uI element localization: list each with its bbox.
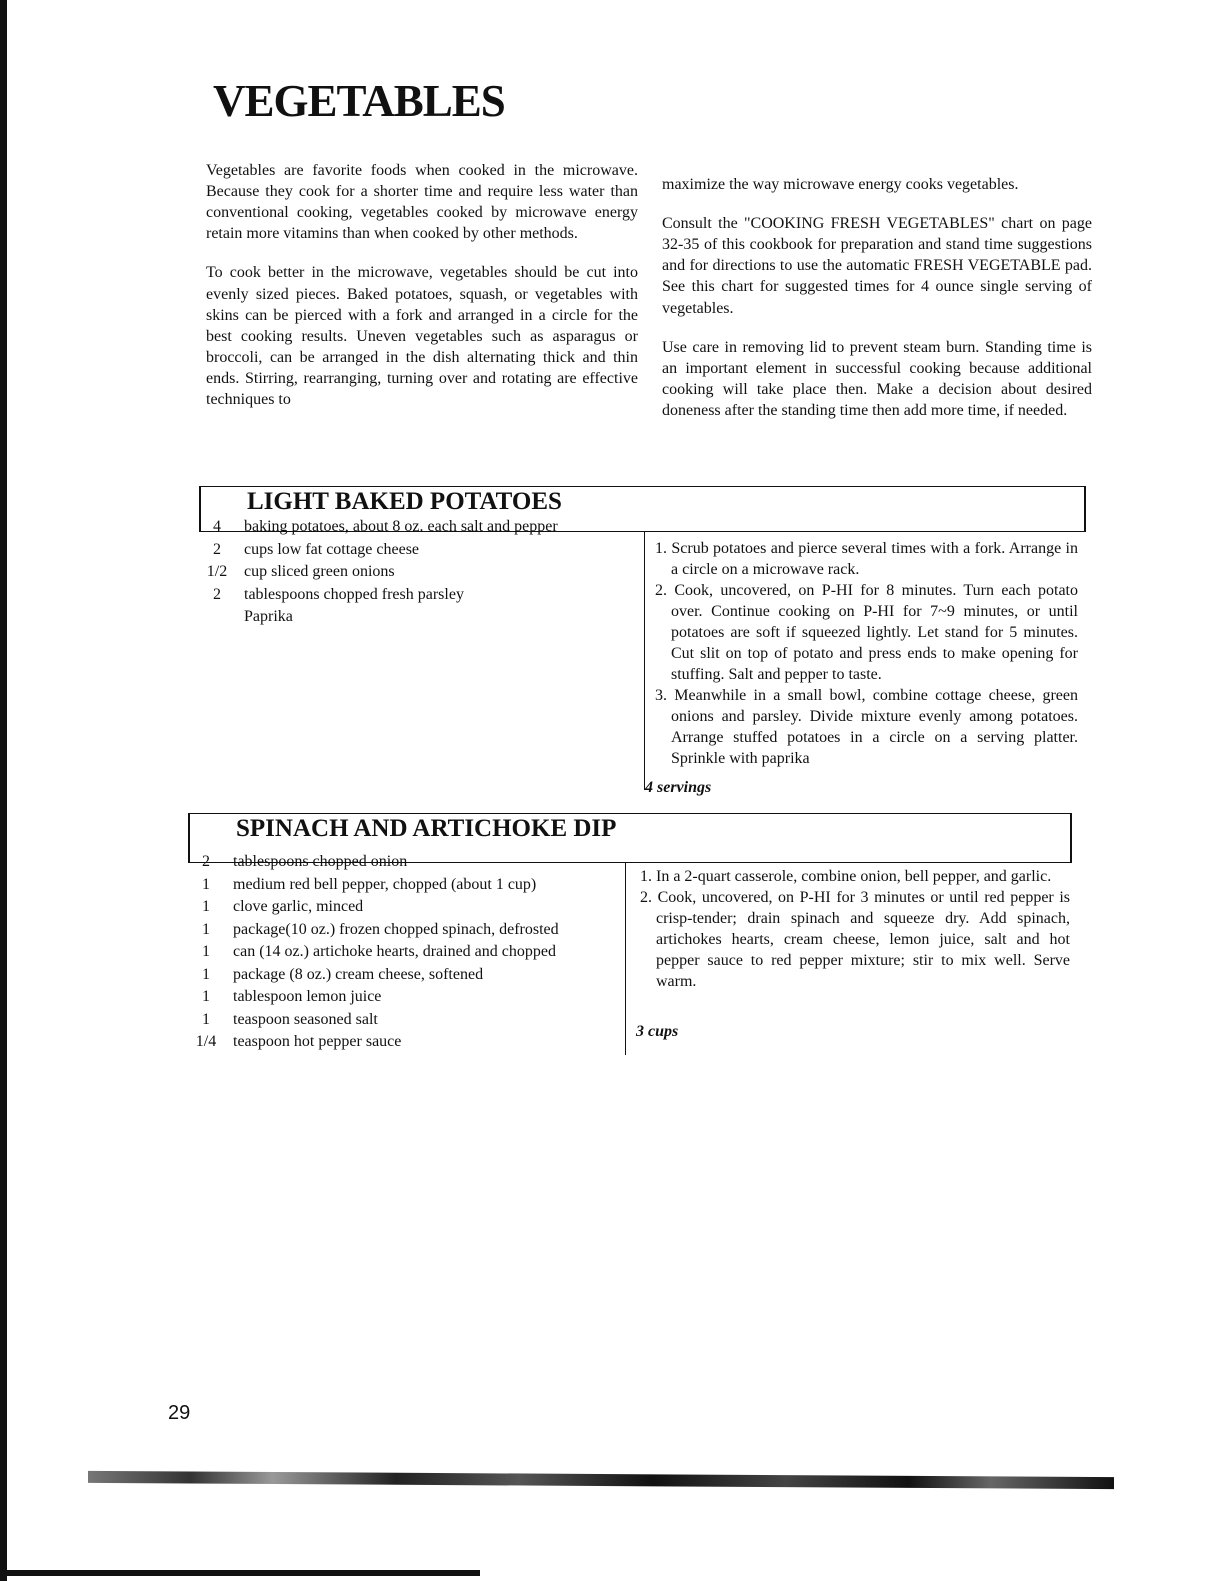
ingredient-qty: 1 [202, 898, 210, 915]
ingredient-text: package(10 oz.) frozen chopped spinach, defrosted [233, 920, 559, 938]
ingredient-text: Paprika [244, 608, 293, 625]
step-item: 1. Scrub potatoes and pierce several times with a fork. Arrange in a circle on a microwave rack. [655, 540, 1078, 578]
step-list [655, 538, 1078, 769]
intro-paragraph: Vegetables are favorite foods when cooked in the microwave. Because they cook for a shorter time and require less water than conventional cooking, vegetables cooked by microwave energy retain more vitamins than when cooked by other methods. [206, 162, 638, 243]
intro-right-column [662, 174, 1092, 439]
ingredient-item [202, 561, 622, 584]
ingredient-qty: 1 [202, 988, 210, 1005]
ingredient-text: clove garlic, minced [233, 898, 364, 915]
intro-paragraph: maximize the way microwave energy cooks vegetables. [662, 176, 1019, 193]
ingredient-text: can (14 oz.) artichoke hearts, drained and chopped [233, 943, 556, 960]
page-title: VEGETABLES [213, 76, 505, 126]
ingredient-text: medium red bell pepper, chopped (about 1 cup) [233, 875, 537, 893]
ingredient-qty: 1/2 [206, 563, 228, 580]
ingredient-list [191, 851, 621, 1054]
ingredient-item [202, 516, 622, 539]
recipe-title: LIGHT BAKED POTATOES [247, 488, 562, 515]
step-item: 1. In a 2-quart casserole, combine onion, bell pepper, and garlic. [640, 868, 1052, 885]
page-number: 29 [168, 1402, 191, 1424]
ingredient-text: teaspoon seasoned salt [233, 1010, 378, 1028]
ingredient-qty: 1 [202, 943, 210, 960]
ingredient-item [191, 986, 621, 1009]
ingredient-item [191, 1031, 621, 1054]
recipe-yield: 3 cups [636, 1023, 679, 1040]
step-list [640, 866, 1070, 992]
step-item: 2. Cook, uncovered, on P-HI for 8 minutes. Turn each potato over. Continue cooking on P-HI for 7~9 minutes, or until potatoes are soft if squeezed lightly. Let stand for 5 minutes. Cut slit on top of potato and press ends to make opening for stuffing. Salt and pepper to taste. [655, 582, 1078, 683]
intro-left-column [206, 160, 638, 428]
intro-paragraph: Consult the "COOKING FRESH VEGETABLES" chart on page 32-35 of this cookbook for preparation and stand time suggestions and for directions to use the automatic FRESH VEGETABLE pad. See this chart for suggested times for 4 ounce single serving of vegetables. [662, 215, 1092, 317]
ingredient-item [202, 539, 622, 562]
ingredient-item [202, 584, 622, 607]
step-item: 3. Meanwhile in a small bowl, combine cottage cheese, green onions and parsley. Divide mixture evenly among potatoes. Arrange stuffed potatoes in a circle on a serving platter. Sprinkle with paprika [655, 687, 1078, 767]
ingredient-text: tablespoons chopped onion [233, 853, 408, 870]
ingredient-list [202, 516, 622, 629]
ingredient-qty: 1 [202, 920, 210, 938]
ingredient-text: package (8 oz.) cream cheese, softened [233, 965, 484, 983]
ingredient-qty: 1 [202, 965, 210, 983]
ingredient-qty: 2 [202, 853, 210, 870]
intro-paragraph: To cook better in the microwave, vegetables should be cut into evenly sized pieces. Baked potatoes, squash, or vegetables with skins can be pierced with a fork and arranged in a circle for the best cooking results. Uneven vegetables such as asparagus or broccoli, can be arranged in the dish alternating thick and thin ends. Stirring, rearranging, turning over and rotating are effective techniques to [206, 264, 638, 409]
ingredient-qty: 2 [213, 540, 221, 558]
ingredient-qty: 1 [202, 875, 210, 893]
scan-artifact-bar [88, 1471, 1114, 1489]
recipe-title: SPINACH AND ARTICHOKE DIP [236, 815, 617, 842]
ingredient-item [191, 964, 621, 987]
ingredient-text: cups low fat cottage cheese [244, 540, 420, 558]
page-bottom-rule [0, 1570, 480, 1576]
step-item: 2. Cook, uncovered, on P-HI for 3 minutes or until red pepper is crisp-tender; drain spinach and squeeze dry. Add spinach, artichokes hearts, cream cheese, lemon juice, salt and hot pepper sauce to red pepper mixture; stir to mix well. Serve warm. [640, 889, 1070, 990]
ingredient-item [191, 1009, 621, 1032]
ingredient-text: baking potatoes, about 8 oz. each salt and pepper [244, 518, 558, 535]
ingredient-text: tablespoons chopped fresh parsley [244, 585, 464, 603]
recipe-yield: 4 servings [645, 779, 712, 796]
ingredient-item [202, 606, 622, 629]
ingredient-item [191, 851, 621, 874]
ingredient-item [191, 941, 621, 964]
ingredient-text: teaspoon hot pepper sauce [233, 1033, 402, 1050]
ingredient-qty: 1 [202, 1010, 210, 1028]
ingredient-item [191, 896, 621, 919]
ingredient-qty: 2 [213, 585, 221, 603]
ingredient-qty: 1/4 [195, 1033, 217, 1050]
ingredient-text: cup sliced green onions [244, 563, 395, 580]
ingredient-item [191, 919, 621, 942]
column-divider [625, 863, 626, 1055]
column-divider [644, 532, 645, 790]
intro-paragraph: Use care in removing lid to prevent steam burn. Standing time is an important element in successful cooking because additional cooking will take place then. Make a decision about desired doneness after the standing time then add more time, if needed. [662, 338, 1092, 419]
ingredient-text: tablespoon lemon juice [233, 988, 382, 1005]
ingredient-qty: 4 [213, 518, 221, 535]
ingredient-item [191, 874, 621, 897]
page-edge-rule [0, 0, 7, 1581]
